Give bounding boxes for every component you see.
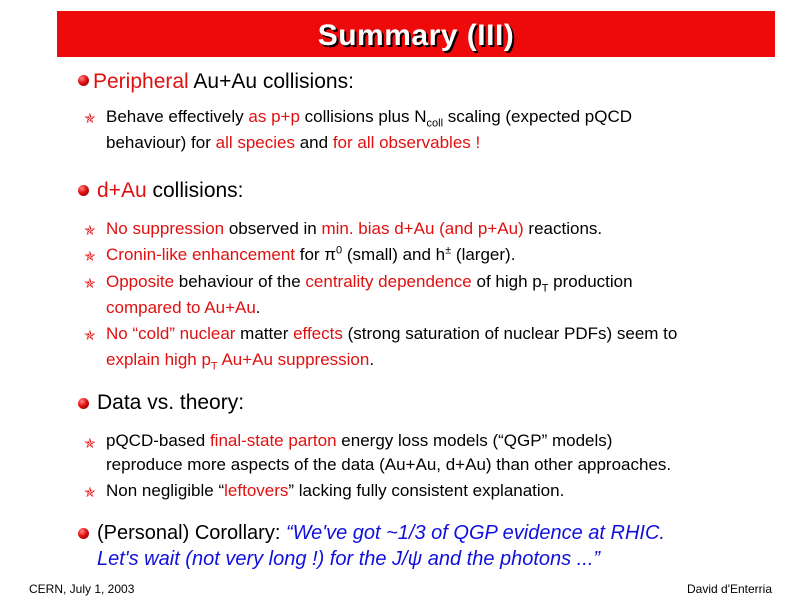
- star-bullet-icon: ✯: [84, 110, 96, 126]
- sphere-bullet-icon: [78, 75, 89, 86]
- section-heading-peripheral: Peripheral Au+Au collisions:: [93, 70, 354, 93]
- star-bullet-icon: ✯: [84, 484, 96, 500]
- title-bar: [57, 11, 775, 57]
- sphere-bullet-icon: [78, 528, 89, 539]
- star-bullet-icon: ✯: [84, 248, 96, 264]
- item-theory-2: Non negligible “leftovers” lacking fully consistent explanation.: [106, 481, 565, 500]
- footer-date: CERN, July 1, 2003: [29, 582, 135, 596]
- star-bullet-icon: ✯: [84, 275, 96, 291]
- item-theory-1: pQCD-based final-state parton energy loss models (“QGP” models) reproduce more aspects of the data (Au+Au, d+Au) than other approaches.: [106, 431, 672, 474]
- item-peripheral-1: Behave effectively as p+p collisions plus $N_{coll}$ scaling (expected pQCD behaviour) for all species and for all observables !: [106, 107, 633, 152]
- section-corollary: (Personal) Corollary: “We've got ~1/3 of QGP evidence at RHIC. Let's wait (not very long !) for the J/ψ and the photons ...”: [97, 522, 665, 570]
- star-bullet-icon: ✯: [84, 435, 96, 451]
- item-dau-4: No “cold” nuclear matter effects (strong saturation of nuclear PDFs) seem to explain high $p_T$ Au+Au suppression.: [106, 324, 678, 373]
- section-heading-data-vs-theory: Data vs. theory:: [97, 391, 245, 414]
- item-dau-3: Opposite behaviour of the centrality dependence of high $p_T$ production compared to Au+Au.: [106, 272, 633, 317]
- slide-title: Summary (III): [317, 19, 515, 52]
- sphere-bullet-icon: [78, 398, 89, 409]
- star-bullet-icon: ✯: [84, 222, 96, 238]
- footer-author: David d'Enterria: [687, 582, 772, 596]
- item-dau-1: No suppression observed in min. bias d+Au (and p+Au) reactions.: [106, 219, 603, 238]
- star-bullet-icon: ✯: [84, 327, 96, 343]
- section-heading-dau: d+Au collisions:: [97, 179, 244, 202]
- sphere-bullet-icon: [78, 185, 89, 196]
- item-dau-2: Cronin-like enhancement for $\pi^0$ (small) and h± (larger).: [106, 244, 516, 264]
